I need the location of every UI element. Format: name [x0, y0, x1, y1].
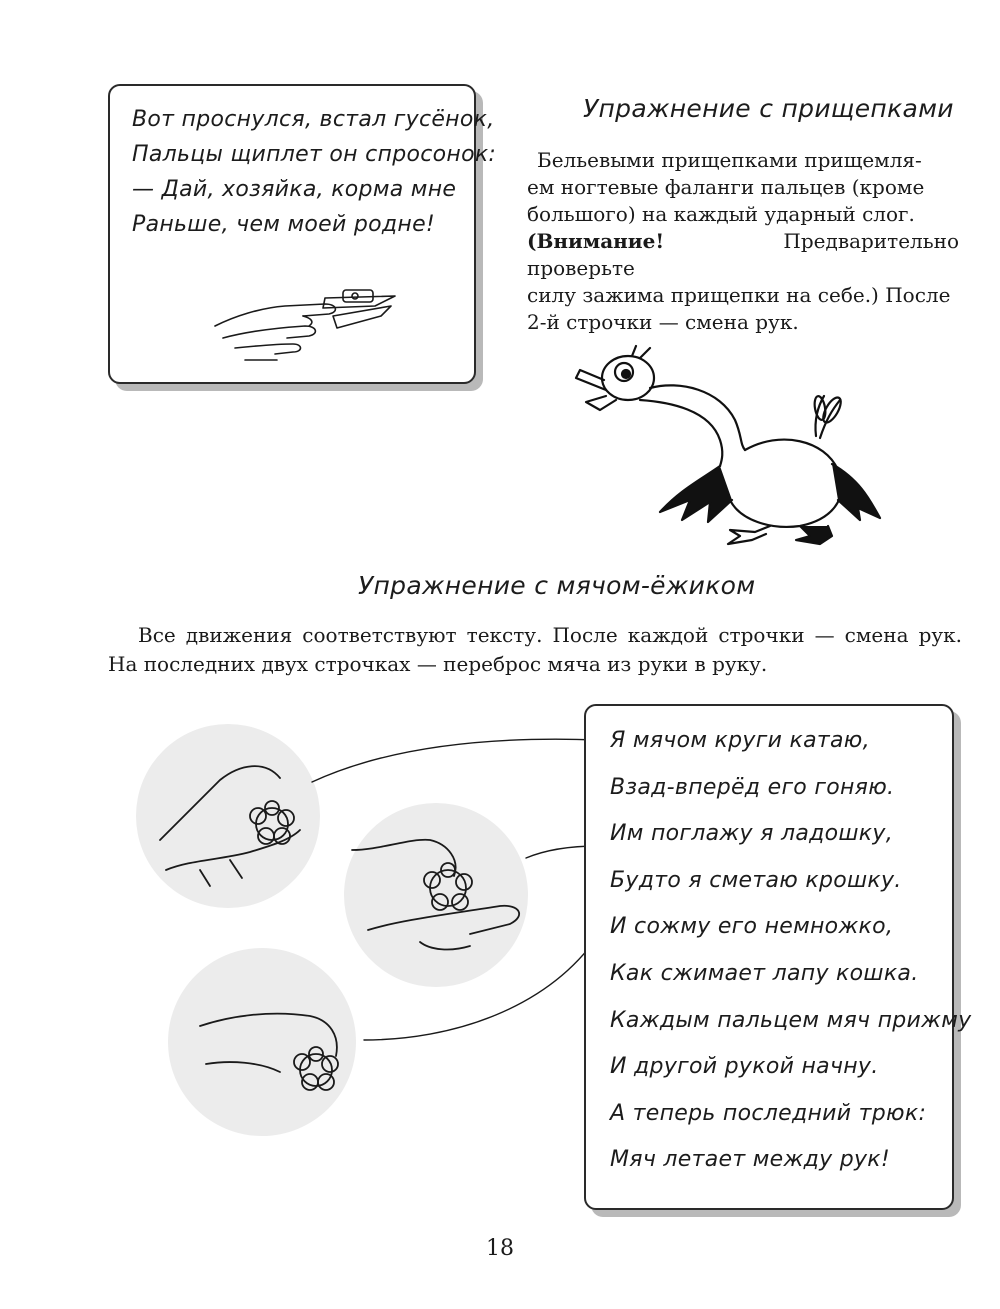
text-line: 2-й строчки — смена рук. — [527, 310, 799, 334]
poem-line: И другой рукой начну. — [610, 1054, 879, 1080]
page-number: 18 — [486, 1236, 514, 1261]
poem-line: Как сжимает лапу кошка. — [610, 960, 919, 986]
attention-label: (Внимание! — [527, 229, 665, 253]
poem-card-goose — [108, 84, 497, 384]
goose-illustration — [570, 340, 890, 550]
hedgehog-ball-hands-illustration — [130, 720, 610, 1160]
text-line: силу зажима прищепки на себе.) После — [527, 283, 951, 307]
poem-line: Я мячом круги катаю, — [610, 728, 870, 753]
exercise-clothespins-text — [527, 147, 959, 336]
text-line — [527, 228, 959, 282]
text-line: большого) на каждый ударный слог. — [527, 202, 915, 226]
poem-card-ball — [584, 704, 972, 1210]
clothespin-hand-illustration — [205, 276, 395, 366]
poem-line: Взад-вперёд его гоняю. — [610, 774, 895, 800]
poem-line: — Дай, хозяйка, корма мне — [132, 177, 457, 202]
text-line: ем ногтевые фаланги пальцев (кроме — [527, 175, 925, 199]
poem-line: Будто я сметаю крошку. — [610, 867, 902, 893]
text-line: Бельевыми прищепками прищемля- — [537, 148, 922, 172]
poem-line: Пальцы щиплет он спросонок: — [132, 142, 497, 167]
poem-ball — [610, 718, 972, 1184]
poem-line: Каждым пальцем мяч прижму — [610, 1007, 972, 1033]
exercise-ball-text: Все движения соответствуют тексту. После каждой строчки — смена рук. На последних двух строчках — переброс мяча из руки в руку. — [108, 623, 962, 676]
poem-line: А теперь последний трюк: — [610, 1100, 927, 1126]
poem-line: Раньше, чем моей родне! — [132, 212, 436, 237]
poem-line: И сожму его немножко, — [610, 914, 894, 940]
poem-goose — [132, 102, 496, 242]
exercise-ball-title: Упражнение с мячом-ёжиком — [358, 571, 756, 600]
attention-rest: Предварительно проверьте — [527, 229, 959, 280]
poem-line: Мяч летает между рук! — [610, 1147, 891, 1173]
poem-line: Им поглажу я ладошку, — [610, 821, 893, 847]
poem-line: Вот проснулся, встал гусёнок, — [132, 107, 495, 132]
exercise-clothespins-title: Упражнение с прищепками — [583, 94, 954, 123]
